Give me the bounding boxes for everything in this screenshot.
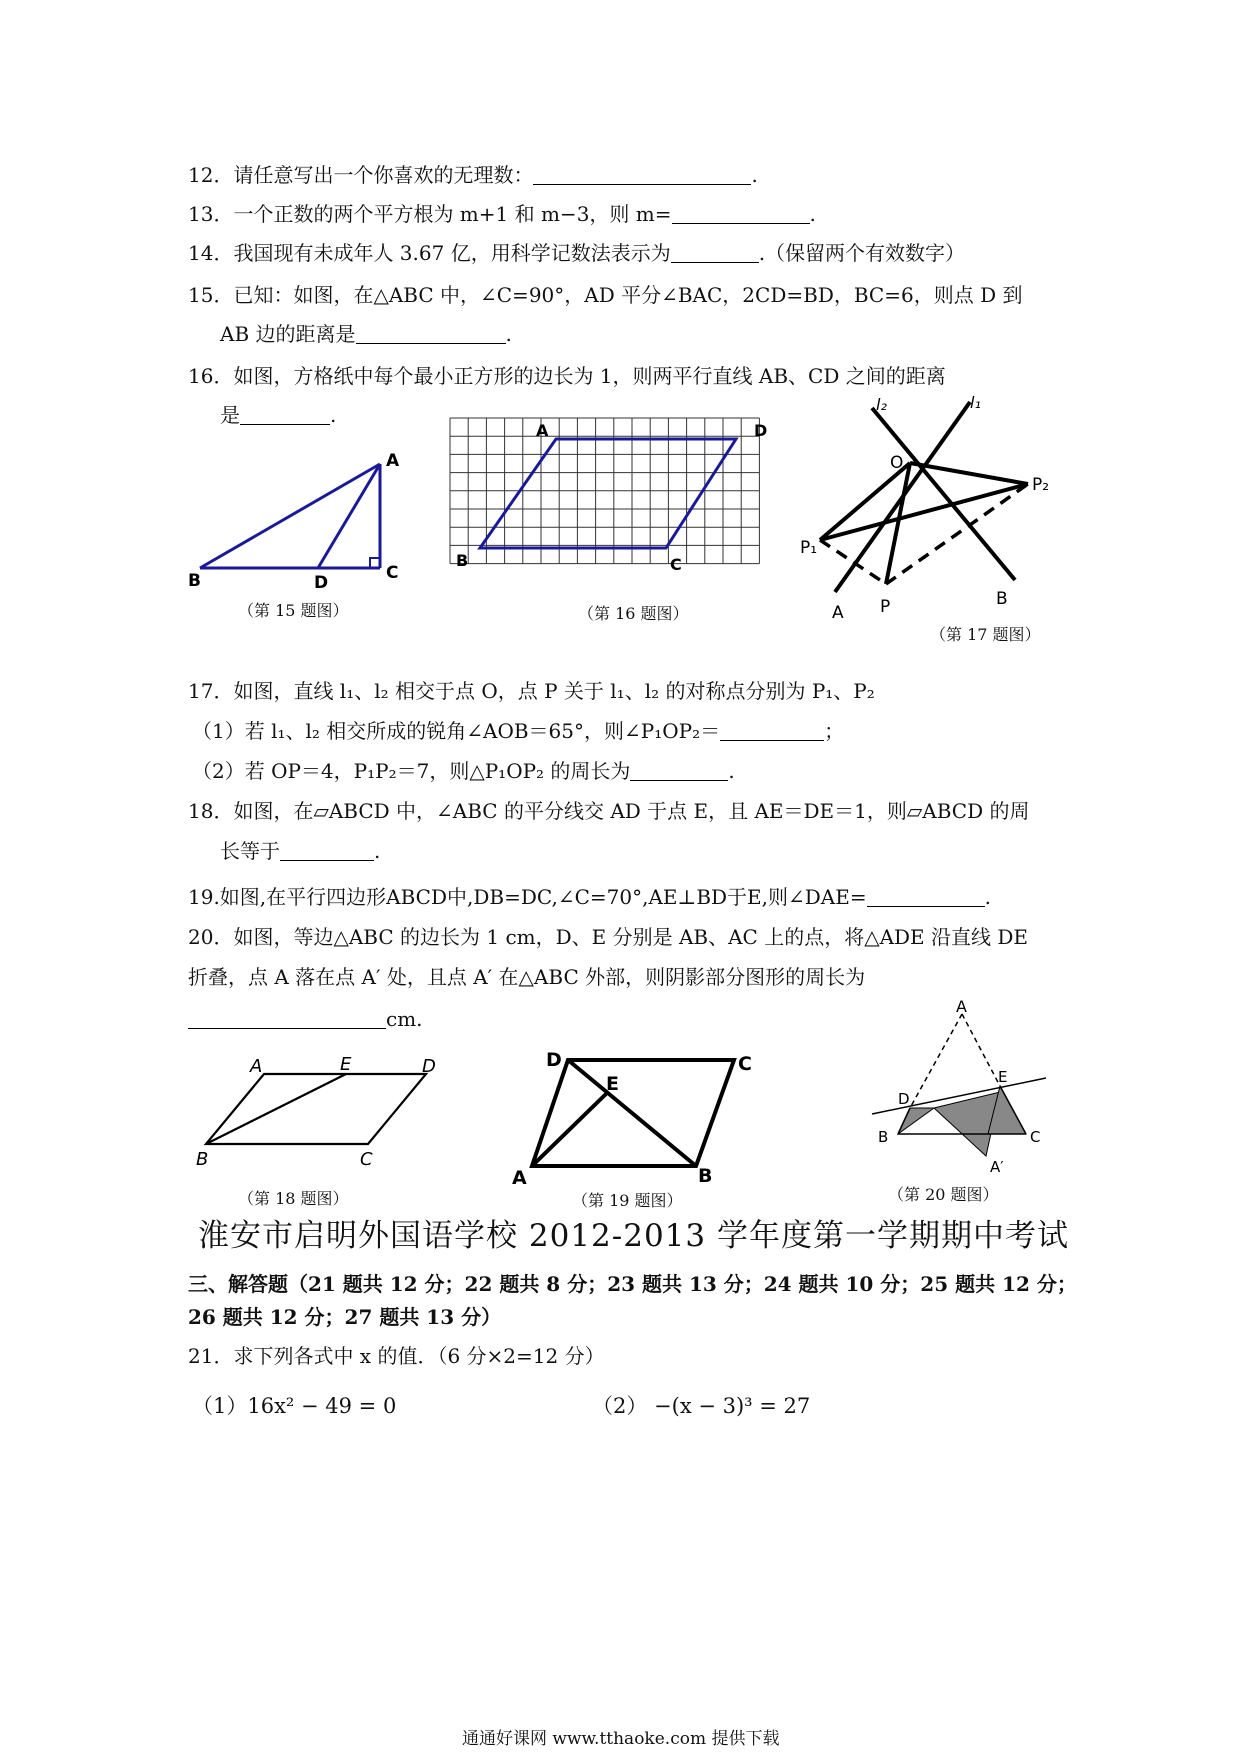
segment-be bbox=[206, 1074, 346, 1144]
question-17-part2: （2）若 OP＝4，P₁P₂＝7，则△P₁OP₂ 的周长为 . bbox=[192, 759, 735, 783]
caption-18: （第 18 题图） bbox=[238, 1189, 349, 1208]
caption-15: （第 15 题图） bbox=[238, 601, 349, 620]
question-14: 14．我国现有未成年人 3.67 亿，用科学记数法表示为 .（保留两个有效数字） bbox=[188, 241, 966, 265]
label-a-prime: A′ bbox=[990, 1158, 1004, 1176]
label-b: B bbox=[698, 1165, 713, 1187]
segment-ad bbox=[318, 464, 380, 568]
question-18-line1: 18．如图，在▱ABCD 中，∠ABC 的平分线交 AD 于点 E，且 AE＝DE＝1，则▱ABCD 的周 bbox=[188, 799, 1030, 823]
answer-blank[interactable] bbox=[720, 720, 824, 741]
caption-17: （第 17 题图） bbox=[930, 625, 1041, 644]
caption-16: （第 16 题图） bbox=[578, 604, 689, 623]
parallelogram-abcd bbox=[206, 1074, 426, 1144]
answer-blank[interactable] bbox=[356, 323, 506, 344]
label-p: P bbox=[880, 597, 891, 617]
question-17-part1: （1）若 l₁、l₂ 相交所成的锐角∠AOB＝65°，则∠P₁OP₂＝ ； bbox=[192, 719, 845, 743]
label-o: O bbox=[890, 453, 904, 473]
label-p2: P₂ bbox=[1032, 475, 1050, 495]
label-a: A bbox=[956, 997, 967, 1016]
answer-blank[interactable] bbox=[188, 1008, 386, 1029]
label-e: E bbox=[340, 1054, 352, 1075]
label-d: D bbox=[314, 573, 329, 593]
label-a: A bbox=[250, 1056, 263, 1077]
question-12: 12．请任意写出一个你喜欢的无理数： . bbox=[188, 163, 758, 187]
label-a: A bbox=[536, 421, 549, 440]
question-15-line2: AB 边的距离是 . bbox=[220, 322, 512, 346]
label-l2: l₂ bbox=[876, 395, 887, 414]
caption-19: （第 19 题图） bbox=[572, 1191, 683, 1210]
dashed-ad bbox=[910, 1014, 962, 1108]
exam-title: 淮安市启明外国语学校 2012-2013 学年度第一学期期中考试 bbox=[198, 1218, 1069, 1254]
question-16-line1: 16．如图，方格纸中每个最小正方形的边长为 1，则两平行直线 AB、CD 之间的距离 bbox=[188, 364, 946, 388]
label-a: A bbox=[386, 451, 400, 471]
answer-blank[interactable] bbox=[280, 840, 374, 861]
answer-blank[interactable] bbox=[867, 886, 985, 907]
question-20-line3: cm. bbox=[188, 1006, 423, 1032]
question-20-line1: 20．如图，等边△ABC 的边长为 1 cm，D、E 分别是 AB、AC 上的点，将△ADE 沿直线 DE bbox=[188, 925, 1029, 949]
label-d: D bbox=[422, 1056, 436, 1077]
answer-blank[interactable] bbox=[533, 164, 751, 185]
footer: 通通好课网 www.tthaoke.com 提供下载 bbox=[462, 1729, 780, 1749]
dashed-ae bbox=[962, 1014, 1000, 1086]
question-15-line1: 15．已知：如图，在△ABC 中，∠C=90°，AD 平分∠BAC，2CD=BD，BC=6，则点 D 到 bbox=[188, 283, 1023, 307]
figure-18 bbox=[190, 1048, 450, 1170]
figure-19 bbox=[500, 1046, 780, 1189]
label-b: B bbox=[196, 1149, 209, 1170]
label-l1: l₁ bbox=[970, 393, 981, 412]
label-b: B bbox=[878, 1128, 889, 1146]
question-18-line2: 长等于 . bbox=[220, 839, 381, 863]
label-c: C bbox=[1030, 1128, 1041, 1146]
label-d: D bbox=[898, 1090, 910, 1108]
label-a: A bbox=[512, 1167, 527, 1189]
label-a: A bbox=[832, 603, 844, 623]
section-3-line2: 26 题共 12 分；27 题共 13 分） bbox=[188, 1305, 502, 1329]
label-b: B bbox=[456, 551, 469, 570]
question-16-line2: 是 . bbox=[220, 403, 337, 427]
question-17-line1: 17．如图，直线 l₁、l₂ 相交于点 O，点 P 关于 l₁、l₂ 的对称点分别为 P₁、P₂ bbox=[188, 679, 875, 703]
label-e: E bbox=[606, 1073, 619, 1095]
label-e: E bbox=[998, 1068, 1008, 1086]
label-c: C bbox=[360, 1149, 373, 1170]
question-20-line2: 折叠，点 A 落在点 A′ 处，且点 A′ 在△ABC 外部，则阴影部分图形的周长为 bbox=[188, 965, 866, 989]
figure-16 bbox=[444, 412, 776, 584]
label-b: B bbox=[188, 571, 201, 591]
question-21-eq1: （1）16x² − 49 = 0 bbox=[192, 1394, 397, 1418]
segment-ab bbox=[200, 464, 380, 568]
dashed-p1-p bbox=[820, 540, 886, 584]
label-b: B bbox=[996, 589, 1008, 609]
figure-17 bbox=[800, 388, 1080, 628]
caption-20: （第 20 题图） bbox=[888, 1185, 999, 1204]
question-21: 21．求下列各式中 x 的值．（6 分×2=12 分） bbox=[188, 1344, 605, 1368]
answer-blank[interactable] bbox=[672, 203, 810, 224]
label-c: C bbox=[386, 563, 399, 583]
figure-15 bbox=[188, 440, 420, 593]
answer-blank[interactable] bbox=[671, 242, 759, 263]
question-19: 19.如图,在平行四边形ABCD中,DB=DC,∠C=70°,AE⊥BD于E,则∠DAE= . bbox=[188, 885, 991, 909]
parallelogram-abcd bbox=[480, 439, 736, 548]
question-13: 13．一个正数的两个平方根为 m+1 和 m−3，则 m= . bbox=[188, 202, 816, 226]
label-d: D bbox=[546, 1049, 562, 1071]
question-21-eq2: （2） −(x − 3)³ = 27 bbox=[592, 1394, 811, 1418]
label-c: C bbox=[670, 555, 682, 574]
label-d: D bbox=[754, 421, 768, 440]
figure-20 bbox=[868, 996, 1068, 1186]
label-p1: P₁ bbox=[800, 538, 818, 558]
section-3-line1: 三、解答题（21 题共 12 分；22 题共 8 分；23 题共 13 分；24 题共 10 分；25 题共 12 分； bbox=[188, 1272, 1077, 1296]
answer-blank[interactable] bbox=[630, 760, 728, 781]
label-c: C bbox=[738, 1053, 752, 1075]
answer-blank[interactable] bbox=[240, 404, 330, 425]
